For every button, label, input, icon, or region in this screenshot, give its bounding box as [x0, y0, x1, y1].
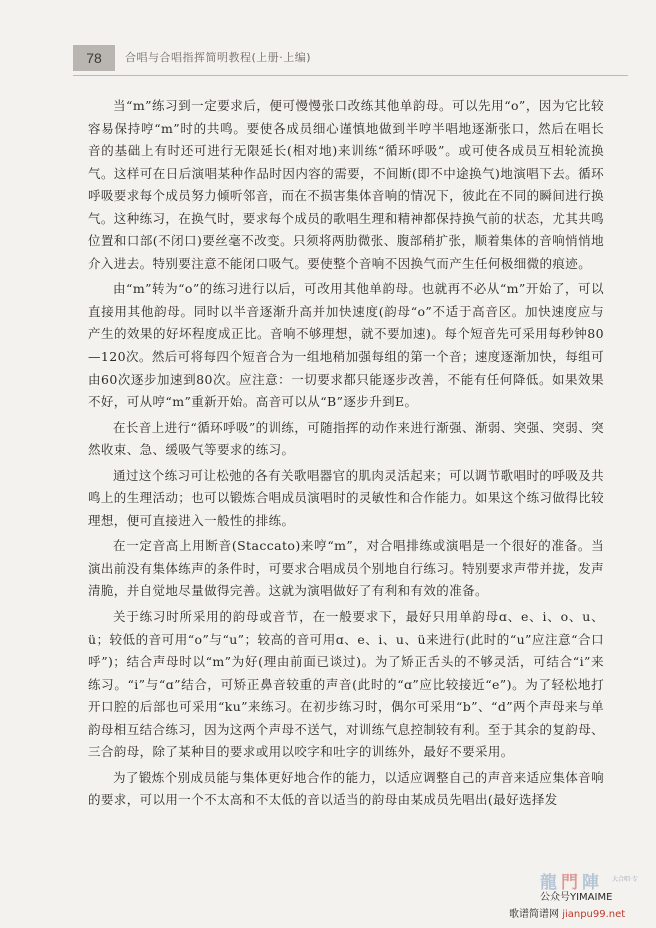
paragraph: 由“m”转为“o”的练习进行以后，可改用其他单韵母。也就再不必从“m”开始了，可以直接用其他韵母。同时以半音逐渐升高并加快速度(韵母“o”不适于高音区。加快速度应与产生的效果的好坏程度成正比。音响不够理想，就不要加速)。每个短音先可采用每秒钟80—120次。然后可将每四个短音合为一组地稍加强每组的第一个音；速度逐渐加快，每组可由60次逐步加速到80次。应注意：一切要求都只能逐步改善，不能有任何降低。如果效果不好，可从哼“m”重新开始。高音可以从“B”逐步升到E。 [88, 281, 604, 410]
paragraph: 关于练习时所采用的韵母或音节，在一般要求下，最好只用单韵母ɑ、e、i、o、u、ü；较低的音可用“o”与“u”；较高的音可用ɑ、e、i、u、ü来进行(此时的“u”应注意“合口呼”)；结合声母时以“m”为好(理由前面已谈过)。为了矫正舌头的不够灵活，可结合“i”来练习。“i”与“ɑ”结合，可矫正鼻音较重的声音(此时的“ɑ”应比较接近“e”)。为了轻松地打开口腔的后部也可采用“ku”来练习。在初步练习时，偶尔可采用“b”、“d”两个声母来与单韵母相互结合练习，因为这两个声母不送气，对训练气息控制较有利。至于其余的复韵母、三合韵母，除了某种目的要求或用以咬字和吐字的训练外，最好不要采用。 [88, 609, 605, 760]
paragraph: 在一定音高上用断音(Staccato)来哼“m”，对合唱排练或演唱是一个很好的准备。当演出前没有集体练声的条件时，可要求合唱成员个别地自行练习。特别要求声带并拢，发声清脆，并自觉地尽量做得完善。这就为演唱做好了有利和有效的准备。 [88, 538, 605, 599]
watermark-public-account: 公众号YIMAIME [540, 892, 613, 903]
paragraph: 为了锻炼个别成员能与集体更好地合作的能力，以适应调整自己的声音来适应集体音响的要求，可以用一个不太高和不太低的音以适当的韵母由某成员先唱出(最好选择发 [88, 769, 604, 808]
body-text [88, 95, 604, 812]
page-number: 78 [73, 45, 115, 71]
watermark-logo-subtitle: 大合唱·专 [612, 876, 638, 883]
paragraph: 通过这个练习可让松弛的各有关歌唱器官的肌肉灵活起来；可以调节歌唱时的呼吸及共鸣上的生理活动；也可以锻炼合唱成员演唱时的灵敏性和合作能力。如果这个练习做得比较理想，便可直接进入一般性的排练。 [88, 467, 605, 528]
paragraph: 当“m”练习到一定要求后，便可慢慢张口改练其他单韵母。可以先用“o”，因为它比较容易保持哼“m”时的共鸣。要使各成员细心谨慎地做到半哼半唱地逐渐张口，然后在唱长音的基础上有时还可进行无限延长(相对地)来训练“循环呼吸”。或可使各成员互相轮流换气。这样可在日后演唱某种作品时因内容的需要，不间断(即不中途换气)地演唱下去。循环呼吸要求每个成员努力倾听邻音，而在不损害集体音响的情况下，彼此在不同的瞬间进行换气。这种练习，在换气时，要求每个成员的歌唱生理和精神都保持换气前的状态，尤其共鸣位置和口部(不闭口)要丝毫不改变。只须将两肋微张、腹部稍扩张，顺着集体的音响悄悄地介入进去。特别要注意不能闭口吸气。要使整个音响不因换气而产生任何极细微的痕迹。 [88, 98, 605, 271]
paragraph: 在长音上进行“循环呼吸”的训练，可随指挥的动作来进行渐强、渐弱、突强、突弱、突然收束、急、缓吸气等要求的练习。 [88, 419, 604, 458]
header-rule [73, 75, 628, 76]
watermark-site: 歌谱简谱网 jianpu99.net [509, 909, 626, 920]
book-title: 合唱与合唱指挥简明教程(上册·上编) [125, 51, 312, 64]
watermark-logo: 龍門陣 [540, 873, 603, 893]
running-header [73, 45, 628, 71]
